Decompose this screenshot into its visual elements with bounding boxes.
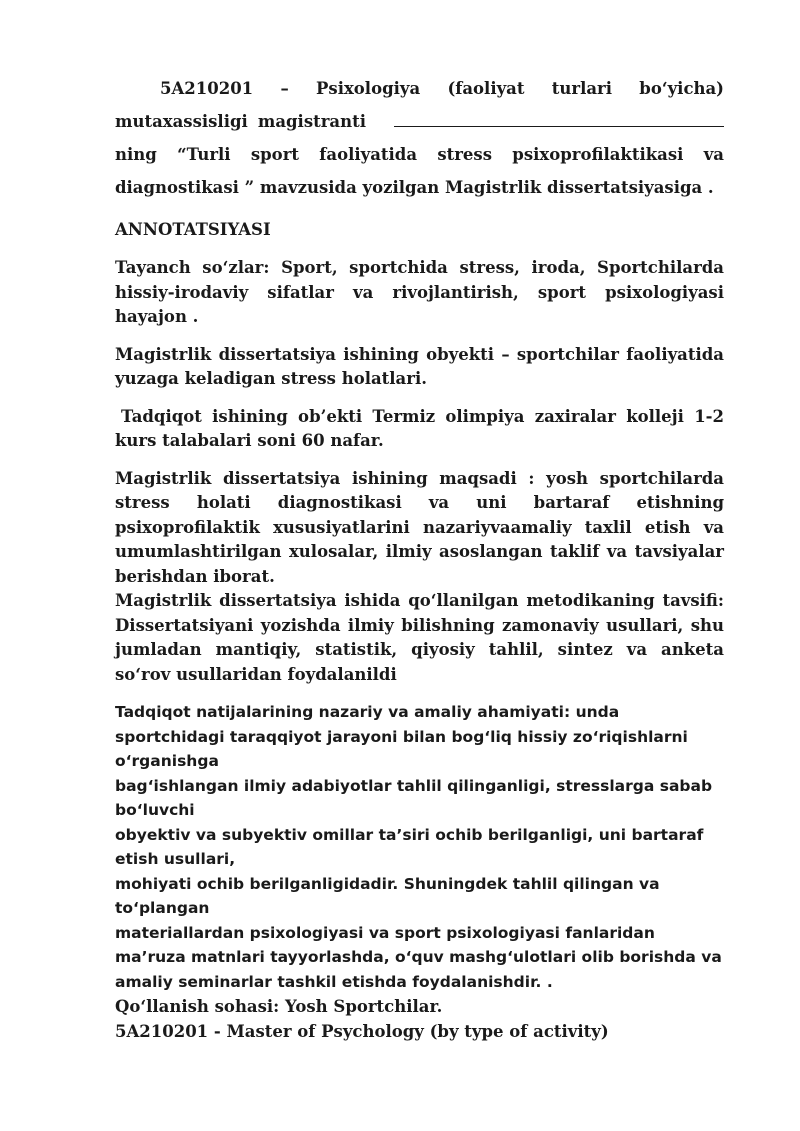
significance-line: amaliy seminarlar tashkil etishda foydalanishdir. . [115,972,553,991]
significance-line: materiallardan psixologiyasi va sport psixologiyasi fanlaridan [115,923,655,942]
significance-line: ma’ruza matnlari tayyorlashda, o‘quv mashg‘ulotlari olib borishda va [115,948,722,966]
significance-line: Tadqiqot natijalarining nazariy va amaliy ahamiyati: unda [115,703,620,721]
significance-line: bo‘luvchi [115,801,195,819]
significance-line: to‘plangan [115,899,210,917]
subject-paragraph: Tadqiqot ishining ob’ekti Termiz olimpiya zaxiralar kolleji 1-2 kurs talabalari soni 60 nafar. [115,406,724,450]
intro-part-1: 5A210201 – Psixologiya (faoliyat turlari bo‘yicha) mutaxassisligi magistranti [115,79,724,131]
english-title: 5A210201 - Master of Psychology (by type of activity) [115,1022,609,1041]
keywords-paragraph: Tayanch so‘zlar: Sport, sportchida stress, iroda, Sportchilarda hissiy-irodaviy sifatlar va rivojlantirish, sport psixologiyasi hayajon . [115,258,724,326]
intro-paragraph [115,72,724,204]
significance-line: o‘rganishga [115,752,219,770]
intro-part-2: ning “Turli sport faoliyatida stress psixoprofilaktikasi va diagnostikasi ” mavzusida yozilgan Magistrlik dissertatsiyasiga . [115,145,724,197]
significance-line: bag‘ishlangan ilmiy adabiyotlar tahlil qilinganligi, stresslarga sabab [115,776,713,795]
object-paragraph: Magistrlik dissertatsiya ishining obyekti – sportchilar faoliyatida yuzaga keladigan stress holatlari. [115,344,724,388]
significance-line: mohiyati ochib berilganligidadir. Shuningdek tahlil qilingan va [115,874,660,893]
significance-line: etish usullari, [115,850,236,868]
name-blank-line [394,125,724,127]
significance-paragraph [115,700,724,994]
annotation-heading: ANNOTATSIYASI [115,220,271,239]
methods-paragraph: Magistrlik dissertatsiya ishida qo‘llanilgan metodikaning tavsifi: Dissertatsiyani yozishda ilmiy bilishning zamonaviy usullari, shu jumladan mantiqiy, statistik, qiyosiy tahlil, sintez va anketa so‘rov usullaridan foydalanildi [115,591,724,684]
scope-paragraph: Qo‘llanish sohasi: Yosh Sportchilar. [115,997,443,1016]
significance-line: obyektiv va subyektiv omillar ta’siri ochib berilganligi, uni bartaraf [115,825,704,844]
significance-line: sportchidagi taraqqiyot jarayoni bilan bog‘liq hissiy zo‘riqishlarni [115,727,688,746]
goal-paragraph: Magistrlik dissertatsiya ishining maqsadi : yosh sportchilarda stress holati diagnostikasi va uni bartaraf etishning psixoprofilaktik xususiyatlarini nazariyvaamaliy taxlil etish va umumlashtirilgan xulosalar, ilmiy asoslangan taklif va tavsiyalar berishdan iborat. [115,468,724,586]
